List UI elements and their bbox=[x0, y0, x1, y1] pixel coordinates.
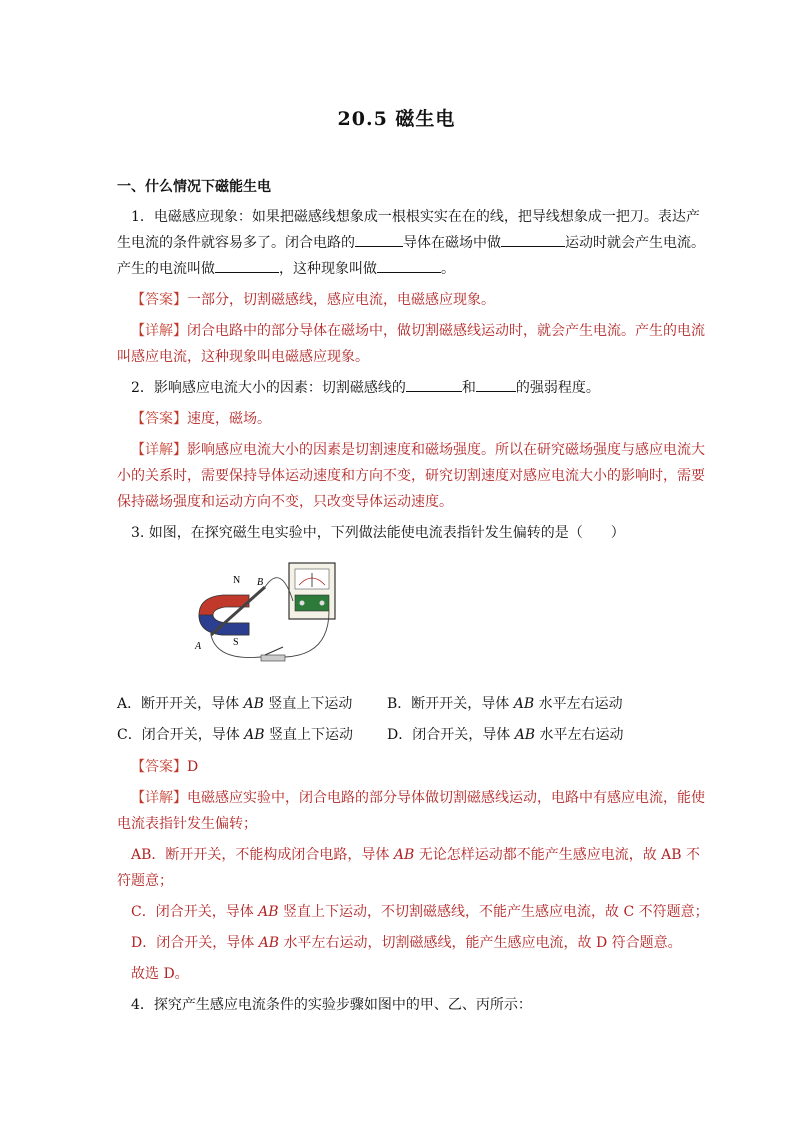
label-b: B bbox=[257, 577, 264, 588]
option-c: C．闭合开关，导体 AB 竖直上下运动 bbox=[117, 727, 354, 743]
detail-3-line-ab: AB．断开开关，不能构成闭合电路，导体 AB 无论怎样运动都不能产生感应电流，故 AB 不符题意； bbox=[117, 847, 701, 889]
detail-3-line-c: C．闭合开关，导体 AB 竖直上下运动，不切割磁感线，不能产生感应电流，故 C 不符题意； bbox=[131, 904, 709, 920]
fill-blank bbox=[406, 377, 462, 392]
options bbox=[117, 691, 713, 748]
detail-3-line-d: D．闭合开关，导体 AB 水平左右运动，切割磁感线，能产生感应电流，故 D 符合题意。 bbox=[131, 935, 682, 951]
switch bbox=[261, 655, 285, 661]
question-2: 2．影响感应电流大小的因素：切割磁感线的 和 的强弱程度。 bbox=[117, 375, 713, 401]
fill-blank bbox=[355, 232, 403, 247]
answer-3: 【答案】D bbox=[131, 759, 199, 775]
question-4: 4．探究产生感应电流条件的实验步骤如图中的甲、乙、丙所示： bbox=[131, 997, 532, 1013]
answer-1: 【答案】一部分，切割磁感线，感应电流，电磁感应现象。 bbox=[131, 292, 495, 308]
option-b: B．断开开关，导体 AB 水平左右运动 bbox=[387, 696, 623, 712]
detail-3: 【详解】电磁感应实验中，闭合电路的部分导体做切割磁感线运动，电路中有感应电流，能使电流表指针发生偏转； bbox=[117, 790, 705, 832]
page-title: 20.5 磁生电 bbox=[337, 108, 456, 130]
fill-blank bbox=[501, 232, 565, 247]
label-n: N bbox=[233, 575, 241, 586]
experiment-figure bbox=[189, 557, 409, 669]
question-1: 1．电磁感应现象：如果把磁感线想象成一根根实实在在的线，把导线想象成一把刀。表达产生电流的条件就容易多了。闭合电路的 导体在磁场中做 运动时就会产生电流。产生的电流叫做 ，这种现象叫做 。 bbox=[117, 209, 705, 277]
fill-blank bbox=[215, 258, 279, 273]
option-d: D．闭合开关，导体 AB 水平左右运动 bbox=[387, 727, 624, 743]
answer-2: 【答案】速度，磁场。 bbox=[131, 411, 271, 427]
fill-blank bbox=[377, 258, 441, 273]
question-3: 3. 如图，在探究磁生电实验中，下列做法能使电流表指针发生偏转的是（ ） bbox=[131, 525, 625, 541]
label-s: S bbox=[233, 637, 239, 648]
label-a: A bbox=[195, 641, 202, 652]
conclusion-3: 故选 D。 bbox=[131, 966, 189, 982]
document-body bbox=[117, 174, 713, 1023]
detail-1: 【详解】闭合电路中的部分导体在磁场中，做切割磁感线运动时，就会产生电流。产生的电流叫感应电流，这种现象叫电磁感应现象。 bbox=[117, 323, 705, 365]
fill-blank bbox=[476, 377, 516, 392]
section-heading: 一、什么情况下磁能生电 bbox=[117, 179, 271, 195]
option-a: A．断开开关，导体 AB 竖直上下运动 bbox=[117, 696, 353, 712]
detail-2: 【详解】影响感应电流大小的因素是切割速度和磁场强度。所以在研究磁场强度与感应电流大小的关系时，需要保持导体运动速度和方向不变，研究切割速度对感应电流大小的影响时，需要保持磁场强度和运动方向不变，只改变导体运动速度。 bbox=[117, 442, 705, 510]
